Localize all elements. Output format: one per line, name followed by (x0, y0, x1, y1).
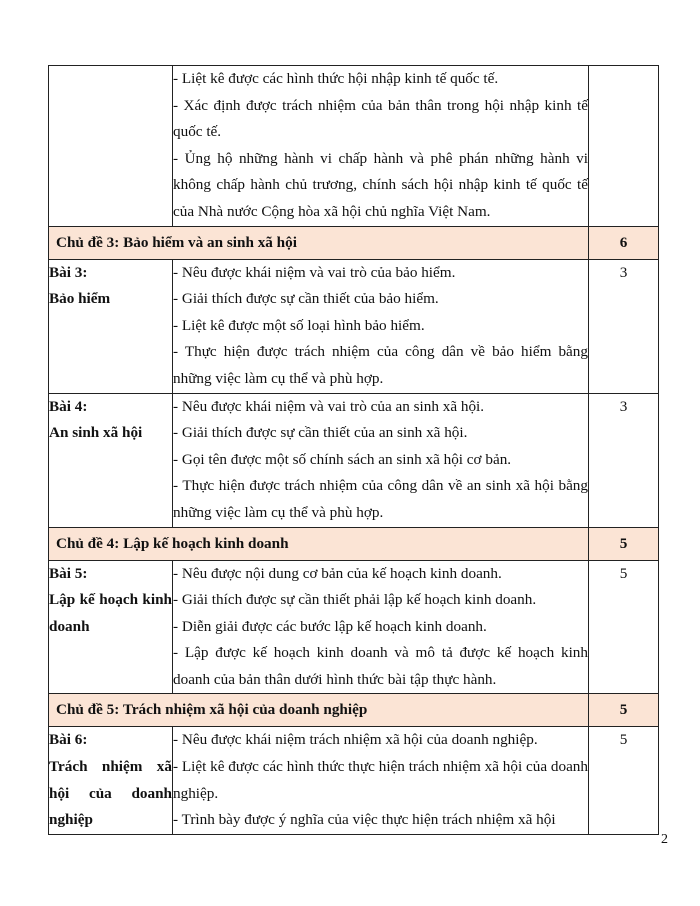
topic-title: Chủ đề 3: Bảo hiểm và an sinh xã hội (49, 226, 589, 259)
objective: - Nêu được khái niệm trách nhiệm xã hội của doanh nghiệp. (173, 731, 538, 749)
objective: - Lập được kế hoạch kinh doanh và mô tả được kế hoạch kinh doanh của bản thân dưới hình thức bài tập thực hành. (173, 644, 588, 688)
topic-title: Chủ đề 5: Trách nhiệm xã hội của doanh nghiệp (49, 694, 589, 727)
lesson-periods: 3 (589, 259, 659, 393)
topic-row (49, 694, 659, 727)
lesson-name-cell (49, 560, 173, 694)
objectives-cell (173, 560, 589, 694)
lesson-name-cell (49, 393, 173, 527)
objective: - Nêu được nội dung cơ bản của kế hoạch kinh doanh. (173, 564, 502, 582)
lesson-number: Bài 5: (49, 564, 88, 582)
objective: - Thực hiện được trách nhiệm của công dân về bảo hiểm bằng những việc làm cụ thể và phù hợp. (173, 343, 588, 387)
objective: - Nêu được khái niệm và vai trò của bảo hiểm. (173, 263, 456, 281)
objective: - Giải thích được sự cần thiết phải lập kế hoạch kinh doanh. (173, 591, 537, 609)
periods-cell (589, 66, 659, 227)
objective: - Diễn giải được các bước lập kế hoạch kinh doanh. (173, 617, 487, 635)
objective: - Ủng hộ những hành vi chấp hành và phê phán những hành vi không chấp hành chủ trương, chính sách hội nhập kinh tế quốc tế của Nhà nước Cộng hòa xã hội chủ nghĩa Việt Nam. (173, 149, 588, 220)
objective: - Giải thích được sự cần thiết của bảo hiểm. (173, 290, 439, 308)
page-number: 2 (661, 832, 668, 847)
lesson-name: Trách nhiệm xã hội của doanh nghiệp (49, 758, 172, 829)
lesson-row (49, 560, 659, 694)
topic-periods: 5 (589, 527, 659, 560)
objectives-cell (173, 727, 589, 834)
lesson-number: Bài 4: (49, 397, 88, 415)
objective: - Liệt kê được các hình thức hội nhập kinh tế quốc tế. (173, 70, 499, 87)
lesson-row (49, 259, 659, 393)
lesson-periods: 5 (589, 727, 659, 834)
lesson-name: Bảo hiểm (49, 290, 111, 308)
lesson-name-cell (49, 727, 173, 834)
topic-row (49, 226, 659, 259)
topic-periods: 6 (589, 226, 659, 259)
objective: - Xác định được trách nhiệm của bản thân trong hội nhập kinh tế quốc tế. (173, 96, 588, 141)
objective: - Liệt kê được các hình thức thực hiện trách nhiệm xã hội của doanh nghiệp. (173, 758, 588, 802)
lesson-name-cell (49, 66, 173, 227)
lesson-row (49, 393, 659, 527)
continued-lesson-row (49, 66, 659, 227)
objective: - Gọi tên được một số chính sách an sinh xã hội cơ bản. (173, 450, 512, 468)
objective: - Giải thích được sự cần thiết của an sinh xã hội. (173, 424, 468, 442)
lesson-periods: 3 (589, 393, 659, 527)
objectives-cell (173, 393, 589, 527)
lesson-name: Lập kế hoạch kinh doanh (49, 591, 172, 635)
objective: - Trình bày được ý nghĩa của việc thực hiện trách nhiệm xã hội (173, 811, 556, 829)
lesson-number: Bài 6: (49, 731, 88, 749)
topic-row (49, 527, 659, 560)
objectives-cell (173, 259, 589, 393)
objectives-cell (173, 66, 589, 227)
curriculum-table (48, 65, 659, 835)
lesson-row (49, 727, 659, 834)
lesson-name-cell (49, 259, 173, 393)
lesson-number: Bài 3: (49, 263, 88, 281)
objective: - Thực hiện được trách nhiệm của công dân về an sinh xã hội bằng những việc làm cụ thể và phù hợp. (173, 477, 588, 521)
topic-title: Chủ đề 4: Lập kế hoạch kinh doanh (49, 527, 589, 560)
lesson-name: An sinh xã hội (49, 424, 143, 442)
objective: - Nêu được khái niệm và vai trò của an sinh xã hội. (173, 397, 485, 415)
objective: - Liệt kê được một số loại hình bảo hiểm. (173, 316, 425, 334)
lesson-periods: 5 (589, 560, 659, 694)
topic-periods: 5 (589, 694, 659, 727)
